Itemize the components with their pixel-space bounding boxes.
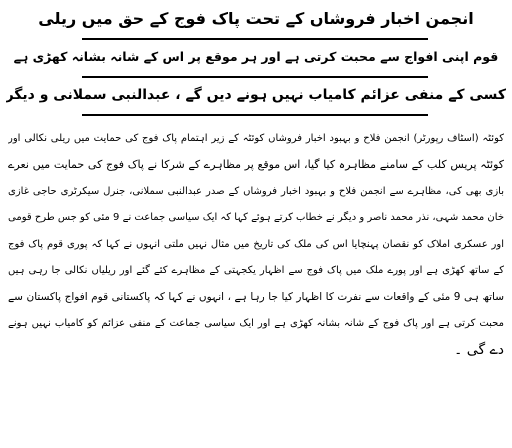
article-line: کوئٹہ (اسٹاف رپورٹر) انجمن فلاح و بہبود اخبار فروشاں کوئٹہ کے زیر اہتمام پاک فوج کی حمایت میں ریلی نکالی اور	[8, 133, 504, 144]
headline-main: انجمن اخبار فروشاں کے تحت پاک فوج کے حق میں ریلی	[38, 9, 474, 28]
headline-sub: کسی کے منفی عزائم کامیاب نہیں ہونے دیں گے ، عبدالنبی سملانی و دیگر	[6, 87, 506, 103]
article-line: ساتھ ہی 9 مئی کے واقعات سے نفرت کا اظہار کیا جا رہا ہے ، انہوں نے کہا کہ پاکستانی قوم افواج پاکستان سے	[8, 291, 504, 304]
article-line: دے گی ۔	[454, 342, 504, 359]
article-line: بازی بھی کی، مظاہرے سے انجمن فلاح و بہبود اخبار فروشاں کے صدر عبدالنبی سملانی، جنرل سیکرٹری حاجی غازی	[8, 185, 504, 197]
article-line: کے ساتھ کھڑی ہے اور پورے ملک میں پاک فوج سے اظہار یکجہتی کے مظاہرے کئے گئے اور ریلیاں نکالی جا رہی ہیں	[8, 264, 504, 276]
headline-divider	[82, 38, 428, 40]
article-line: محبت کرتی ہے اور پاک فوج کے شانہ بشانہ کھڑی ہے اور ایک سیاسی جماعت کے منفی عزائم کو کامیاب نہیں ہونے	[8, 317, 504, 329]
headline-divider	[82, 114, 428, 116]
article-line: اور عسکری املاک کو نقصان پہنچایا اس کی ملک کی تاریخ میں مثال نہیں ملتی انہوں نے کہا کہ پوری قوم پاک فوج	[8, 238, 504, 250]
headline-divider	[82, 76, 428, 78]
article-line: کوئٹہ پریس کلب کے سامنے مظاہرہ کیا گیا، اس موقع پر مظاہرے کے شرکا نے پاک فوج کی حمایت میں نعرے	[8, 158, 504, 172]
headline-sub: قوم اپنی افواج سے محبت کرتی ہے اور ہر موقع پر اس کے شانہ بشانہ کھڑی ہے	[13, 49, 499, 64]
article-body	[8, 126, 504, 444]
article-line: خان محمد شہی، نذر محمد ناصر و دیگر نے خطاب کرتے ہوئے کہا کہ ایک سیاسی جماعت نے 9 مئی کو جس طرح قومی	[8, 212, 504, 224]
